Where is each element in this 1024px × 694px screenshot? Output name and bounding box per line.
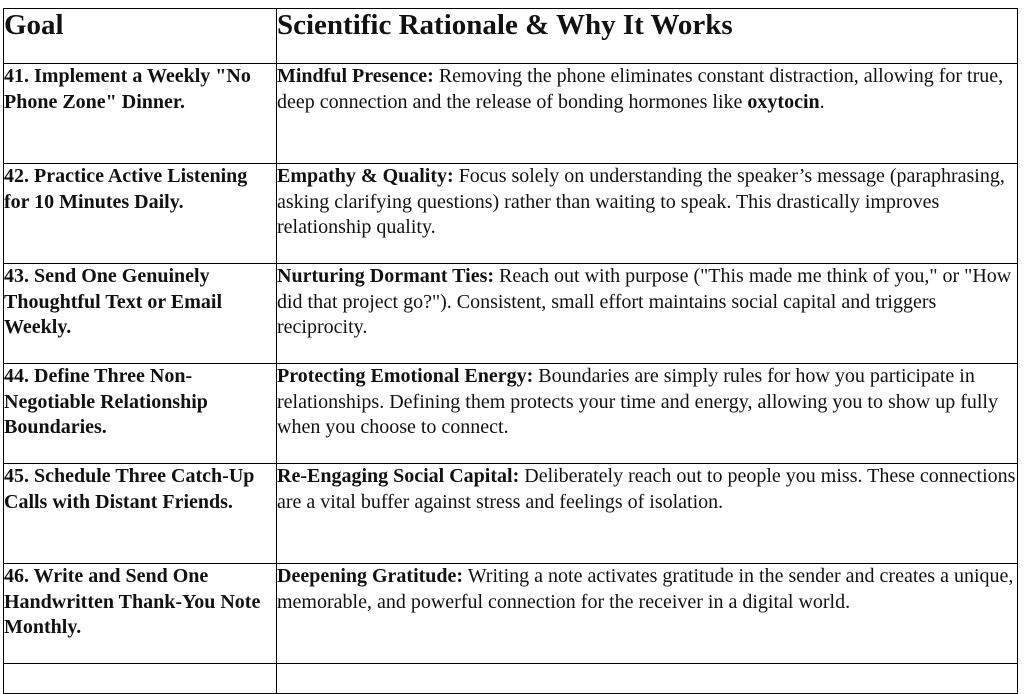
table-row [4,464,1018,564]
table-row [4,164,1018,264]
rationale-cell [277,64,1018,164]
goal-cell-empty [4,664,277,694]
rationale-lead: Protecting Emotional Energy: [277,365,534,387]
rationale-tail: . [819,90,825,113]
rationale-lead: Empathy & Quality: [277,165,454,187]
table-row [4,264,1018,364]
rationale-text: Boundaries are simply rules for how you participate in relationships. Defining them protects your time and energy, allowing you to show up fully when you choose to connect. [277,365,998,438]
rationale-column-header: Scientific Rationale & Why It Works [277,9,1018,64]
rationale-cell [277,464,1018,564]
rationale-lead: Re-Engaging Social Capital: [277,465,520,487]
rationale-text: Reach out with purpose ("This made me think of you," or "How did that project go?"). Consistent, small effort maintains social capital and triggers reciprocity. [277,265,1012,338]
table-row [4,364,1018,464]
rationale-lead: Nurturing Dormant Ties: [277,265,495,287]
rationale-cell-empty [277,664,1018,694]
rationale-text: Removing the phone eliminates constant distraction, allowing for true, deep connection and the release of bonding hormones like [277,65,1004,113]
table-row [4,64,1018,164]
header-row [4,9,1018,64]
rationale-lead: Deepening Gratitude: [277,565,464,587]
rationale-text: Writing a note activates gratitude in the sender and creates a unique, memorable, and powerful connection for the receiver in a digital world. [277,565,1014,613]
goal-cell: 46. Write and Send One Handwritten Thank-You Note Monthly. [4,564,277,664]
goal-cell: 43. Send One Genuinely Thoughtful Text or Email Weekly. [4,264,277,364]
table-row [4,564,1018,664]
rationale-cell [277,564,1018,664]
rationale-cell [277,164,1018,264]
rationale-text: Focus solely on understanding the speaker’s message (paraphrasing, asking clarifying questions) rather than waiting to speak. This drastically improves relationship quality. [277,165,1005,238]
rationale-cell [277,364,1018,464]
table-row-partial [4,664,1018,694]
rationale-text: Deliberately reach out to people you miss. These connections are a vital buffer against stress and feelings of isolation. [277,465,1016,513]
goal-cell: 41. Implement a Weekly "No Phone Zone" Dinner. [4,64,277,164]
goal-column-header: Goal [4,9,277,64]
rationale-cell [277,264,1018,364]
goal-cell: 44. Define Three Non-Negotiable Relationship Boundaries. [4,364,277,464]
goals-table [3,8,1018,694]
goal-cell: 42. Practice Active Listening for 10 Minutes Daily. [4,164,277,264]
rationale-lead: Mindful Presence: [277,65,434,87]
rationale-emphasis: oxytocin [747,90,820,113]
goal-cell: 45. Schedule Three Catch-Up Calls with Distant Friends. [4,464,277,564]
